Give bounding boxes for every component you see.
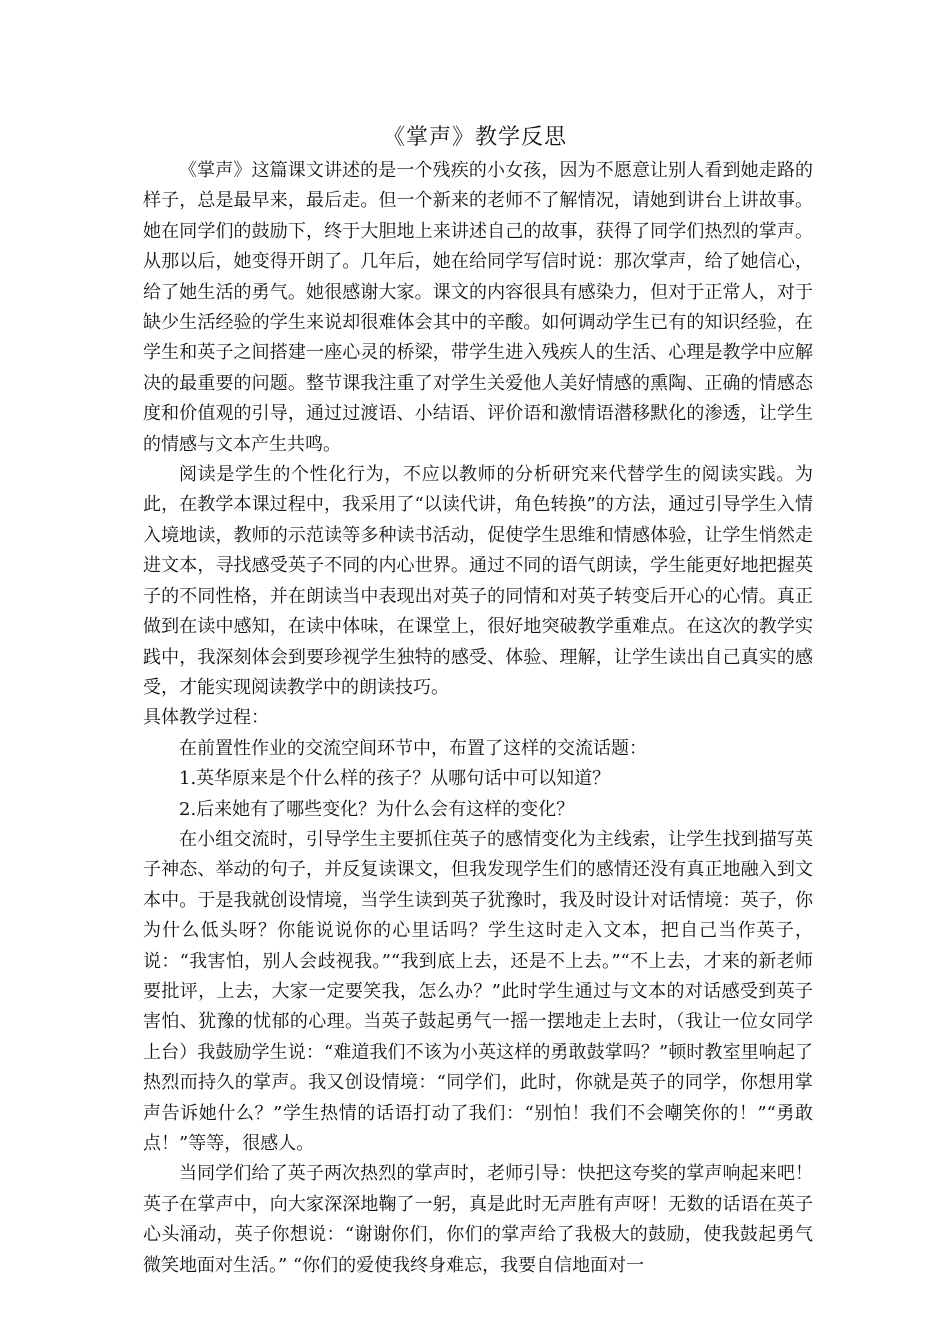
paragraph-applause: 当同学们给了英子两次热烈的掌声时，老师引导：快把这夸奖的掌声响起来吧！英子在掌声中，向大家深深地鞠了一躬，真是此时无声胜有声呀！无数的话语在英子心头涌动，英子你想说：“谢谢你们，你们的掌声给了我极大的鼓励，使我鼓起勇气微笑地面对生活。” “你们的爱使我终身难忘，我要自信地面对一 — [143, 1163, 813, 1276]
paragraph-question-2: 2.后来她有了哪些变化？为什么会有这样的变化？ — [179, 798, 575, 820]
paragraph-intro: 《掌声》这篇课文讲述的是一个残疾的小女孩，因为不愿意让别人看到她走路的样子，总是最早来，最后走。但一个新来的老师不了解情况，请她到讲台上讲故事。她在同学们的鼓励下，终于大胆地上来讲述自己的故事，获得了同学们热烈的掌声。从那以后，她变得开朗了。几年后，她在给同学写信时说：那次掌声，给了她信心，给了她生活的勇气。她很感谢大家。课文的内容很具有感染力，但对于正常人，对于缺少生活经验的学生来说却很难体会其中的辛酸。如何调动学生已有的知识经验，在学生和英子之间搭建一座心灵的桥梁，带学生进入残疾人的生活、心理是教学中应解决的最重要的问题。整节课我注重了对学生关爱他人美好情感的熏陶、正确的情感态度和价值观的引导，通过过渡语、小结语、评价语和激情语潜移默化的渗透，让学生的情感与文本产生共鸣。 — [143, 160, 813, 455]
paragraph-topics-intro: 在前置性作业的交流空间环节中，布置了这样的交流话题： — [179, 737, 647, 759]
paragraph-question-1: 1.英华原来是个什么样的孩子？从哪句话中可以知道？ — [179, 768, 611, 790]
paragraph-group-discussion: 在小组交流时，引导学生主要抓住英子的感情变化为主线索，让学生找到描写英子神态、举动的句子，并反复读课文，但我发现学生们的感情还没有真正地融入到文本中。于是我就创设情境，当学生读到英子犹豫时，我及时设计对话情境：英子，你为什么低头呀？你能说说你的心里话吗？学生这时走入文本，把自己当作英子，说：“我害怕，别人会歧视我。”“我到底上去，还是不上去。”“不上去，才来的新老师要批评，上去，大家一定要笑我，怎么办？”此时学生通过与文本的对话感受到英子害怕、犹豫的忧郁的心理。当英子鼓起勇气一摇一摆地走上去时，（我让一位女同学上台）我鼓励学生说：“难道我们不该为小英这样的勇敢鼓掌吗？”顿时教室里响起了热烈而持久的掌声。我又创设情境：“同学们，此时，你就是英子的同学，你想用掌声告诉她什么？”学生热情的话语打动了我们：“别怕！我们不会嘲笑你的！”“勇敢点！”等等，很感人。 — [143, 828, 813, 1154]
paragraph-process-heading: 具体教学过程： — [143, 707, 269, 729]
document-title: 《掌声》教学反思 — [382, 125, 567, 150]
paragraph-reading: 阅读是学生的个性化行为，不应以教师的分析研究来代替学生的阅读实践。为此，在教学本课过程中，我采用了“以读代讲，角色转换”的方法，通过引导学生入情入境地读，教师的示范读等多种读书活动，促使学生思维和情感体验，让学生悄然走进文本，寻找感受英子不同的内心世界。通过不同的语气朗读，学生能更好地把握英子的不同性格，并在朗读当中表现出对英子的同情和对英子转变后开心的心情。真正做到在读中感知，在读中体味，在课堂上，很好地突破教学重难点。在这次的教学实践中，我深刻体会到要珍视学生独特的感受、体验、理解，让学生读出自己真实的感受，才能实现阅读教学中的朗读技巧。 — [143, 464, 813, 698]
document-body — [143, 156, 813, 1281]
